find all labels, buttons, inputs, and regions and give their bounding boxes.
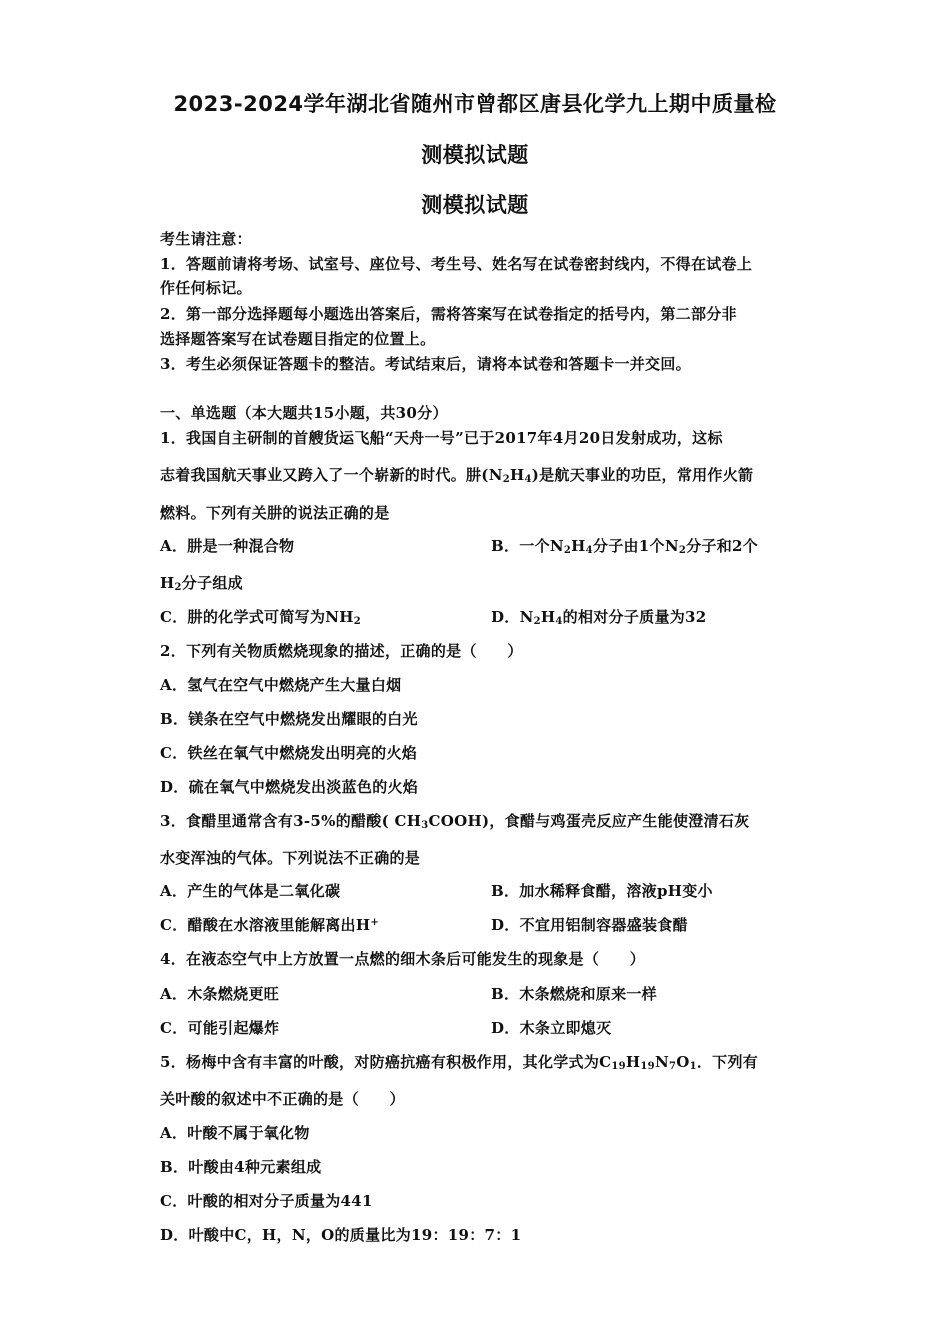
q3-option-a: A．产生的气体是二氧化碳 [160, 882, 341, 900]
section-heading: 一、单选题（本大题共15小题，共30分） [160, 404, 448, 422]
notice-line: 1．答题前请将考场、试室号、座位号、考生号、姓名写在试卷密封线内，不得在试卷上 [160, 255, 753, 273]
page-title-line3: 测模拟试题 [421, 193, 529, 217]
notice-line: 2．第一部分选择题每小题选出答案后，需将答案写在试卷指定的括号内，第二部分非 [160, 305, 737, 323]
q2-stem: 2．下列有关物质燃烧现象的描述，正确的是（ ） [160, 642, 523, 660]
q1-stem-line2: 志着我国航天事业又跨入了一个崭新的时代。肼$(N_2H_4)$是航天事业的功臣，常用作火箭 [160, 466, 754, 485]
q1-option-b-continued: $H_2$分子组成 [160, 574, 243, 593]
page-title-line1: 2023-2024学年湖北省随州市曾都区唐县化学九上期中质量检 [173, 92, 777, 116]
q4-option-c: C．可能引起爆炸 [160, 1019, 280, 1037]
q5-stem-line2: 关叶酸的叙述中不正确的是（ ） [160, 1090, 405, 1108]
page-title-line2: 测模拟试题 [421, 143, 529, 167]
notice-line: 3．考生必须保证答题卡的整洁。考试结束后，请将本试卷和答题卡一并交回。 [160, 355, 691, 373]
q2-option-b: B．镁条在空气中燃烧发出耀眼的白光 [160, 710, 418, 728]
notice-heading: 考生请注意： [160, 230, 252, 248]
q1-option-a: A．肼是一种混合物 [160, 537, 295, 555]
q3-option-c: C．醋酸在水溶液里能解离出H+ [160, 916, 379, 934]
q4-option-d: D．木条立即熄灭 [491, 1019, 612, 1037]
q1-option-b: B．一个$N_2H_4$分子由1个$N_2$分子和2个 [491, 537, 759, 556]
q3-stem-line2: 水变浑浊的气体。下列说法不正确的是 [160, 849, 421, 867]
q3-stem-line1: 3．食醋里通常含有3-5%的醋酸( $CH_3COOH$)，食醋与鸡蛋壳反应产生能使澄清石灰 [160, 812, 750, 831]
q5-option-d: D．叶酸中C，H，N，O的质量比为19：19：7：1 [160, 1226, 522, 1244]
q3-option-d: D．不宜用铝制容器盛装食醋 [491, 916, 688, 934]
notice-line: 选择题答案写在试卷题目指定的位置上。 [160, 330, 436, 348]
notice-line: 作任何标记。 [160, 279, 252, 297]
q1-option-d: D．$N_2H_4$的相对分子质量为32 [491, 608, 707, 627]
q5-option-a: A．叶酸不属于氧化物 [160, 1124, 310, 1142]
q5-option-b: B．叶酸由4种元素组成 [160, 1158, 322, 1176]
q3-option-b: B．加水稀释食醋，溶液pH变小 [491, 882, 713, 900]
q1-stem-line3: 燃料。下列有关肼的说法正确的是 [160, 504, 390, 522]
q4-option-a: A．木条燃烧更旺 [160, 985, 280, 1003]
q2-option-a: A．氢气在空气中燃烧产生大量白烟 [160, 676, 402, 694]
q4-stem: 4．在液态空气中上方放置一点燃的细木条后可能发生的现象是（ ） [160, 950, 646, 968]
q2-option-d: D．硫在氧气中燃烧发出淡蓝色的火焰 [160, 778, 419, 796]
q4-option-b: B．木条燃烧和原来一样 [491, 985, 657, 1003]
q2-option-c: C．铁丝在氧气中燃烧发出明亮的火焰 [160, 744, 418, 762]
q1-stem-line1: 1．我国自主研制的首艘货运飞船“天舟一号”已于2017年4月20日发射成功，这标 [160, 429, 723, 447]
q5-option-c: C．叶酸的相对分子质量为441 [160, 1192, 373, 1210]
q1-option-c: C．肼的化学式可简写为$NH_2$ [160, 608, 361, 627]
q5-stem-line1: 5．杨梅中含有丰富的叶酸，对防癌抗癌有积极作用，其化学式为$C_{19}H_{19}N_7O_1$．下列有 [160, 1053, 759, 1072]
